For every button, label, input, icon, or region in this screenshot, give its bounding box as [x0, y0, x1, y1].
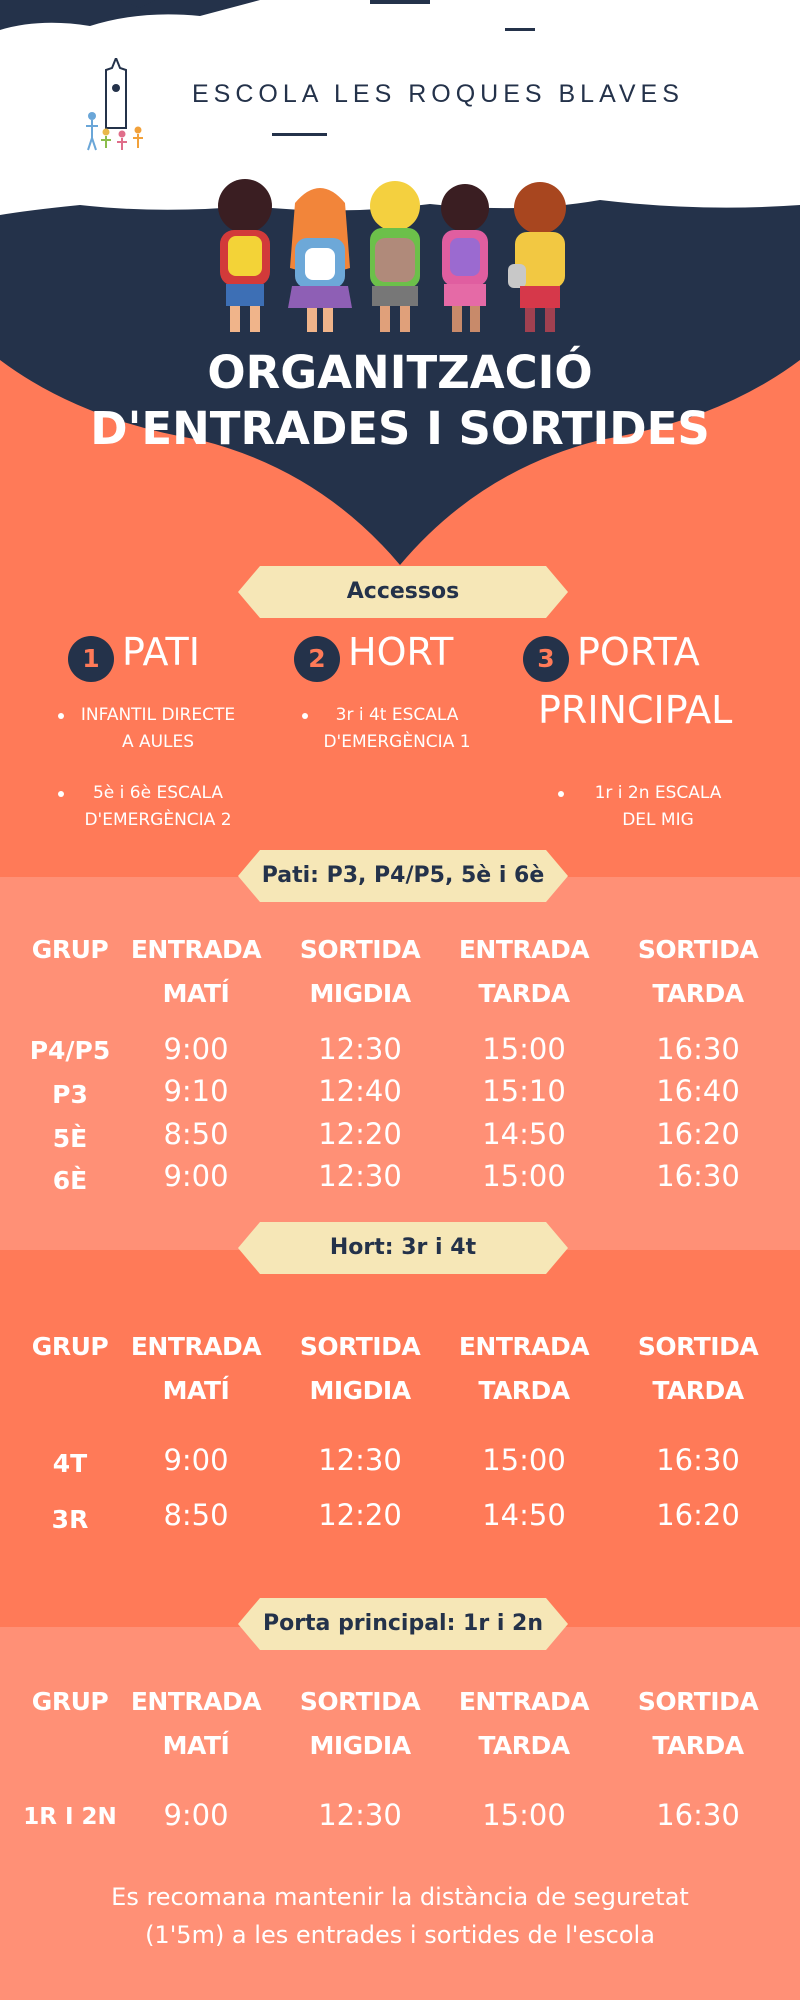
note-line: D'EMERGÈNCIA 1: [323, 732, 471, 752]
school-name: ESCOLA LES ROQUES BLAVES: [192, 80, 684, 108]
time-cell: 12:30: [318, 1032, 402, 1066]
header-line: TARDA: [652, 1376, 744, 1405]
header-sortida-tarda: [628, 1680, 768, 1768]
group-cell: 6È: [52, 1166, 88, 1195]
header-line: ENTRADA: [130, 1332, 262, 1361]
header-line: TARDA: [478, 1376, 570, 1405]
header-sortida-tarda: [628, 928, 768, 1016]
header-line: TARDA: [478, 1731, 570, 1760]
access-heading-label: Accessos: [346, 579, 460, 604]
pati-heading-label: Pati: P3, P4/P5, 5è i 6è: [261, 863, 545, 888]
time-cell: 9:00: [163, 1159, 229, 1193]
page-title: [0, 345, 800, 457]
time-cell: 15:00: [482, 1443, 566, 1477]
header-line: MATÍ: [162, 1731, 230, 1760]
bullet-icon: [58, 713, 64, 719]
header-line: MIGDIA: [309, 1731, 411, 1760]
header-line: ENTRADA: [458, 935, 590, 964]
header-grup: GRUP: [31, 935, 109, 964]
school-logo-icon: [82, 58, 162, 158]
access-number-3: 3: [523, 636, 569, 682]
time-cell: 15:00: [482, 1798, 566, 1832]
children-illustration-icon: [210, 178, 590, 338]
time-cell: 16:40: [656, 1074, 740, 1108]
time-cell: 16:20: [656, 1498, 740, 1532]
footer-note: [0, 1878, 800, 1954]
header-entrada-tarda: [454, 1325, 594, 1413]
header-grup: GRUP: [31, 1687, 109, 1716]
bullet-icon: [558, 791, 564, 797]
header-sortida-tarda: [628, 1325, 768, 1413]
title-line-1: ORGANITZACIÓ: [207, 346, 593, 399]
note-line: D'EMERGÈNCIA 2: [84, 810, 232, 830]
time-cell: 9:00: [163, 1443, 229, 1477]
time-cell: 16:30: [656, 1443, 740, 1477]
note-line: DEL MIG: [622, 810, 694, 830]
porta-heading-label: Porta principal: 1r i 2n: [262, 1611, 544, 1636]
hort-heading-label: Hort: 3r i 4t: [329, 1235, 477, 1260]
time-cell: 14:50: [482, 1498, 566, 1532]
group-cell: P4/P5: [29, 1036, 111, 1065]
access-name-porta-line1: PORTA: [577, 630, 700, 674]
header-line: SORTIDA: [637, 1687, 759, 1716]
note-line: INFANTIL DIRECTE: [80, 705, 236, 725]
header-line: MATÍ: [162, 1376, 230, 1405]
bullet-icon: [58, 791, 64, 797]
header-sortida-migdia: [290, 1325, 430, 1413]
group-cell: 4T: [52, 1449, 88, 1478]
access-heading: [238, 566, 568, 618]
time-cell: 8:50: [163, 1498, 229, 1532]
access-name-hort: HORT: [348, 630, 454, 674]
note-porta-escala: [558, 780, 758, 834]
note-pati-escala: [58, 780, 258, 834]
time-cell: 15:10: [482, 1074, 566, 1108]
header: [0, 0, 800, 600]
header-line: TARDA: [478, 979, 570, 1008]
time-cell: 14:50: [482, 1117, 566, 1151]
time-cell: 9:00: [163, 1032, 229, 1066]
header-line: SORTIDA: [299, 935, 421, 964]
note-line: 1r i 2n ESCALA: [594, 783, 722, 803]
note-hort-escala: [302, 702, 492, 756]
time-cell: 16:20: [656, 1117, 740, 1151]
header-line: SORTIDA: [637, 935, 759, 964]
time-cell: 15:00: [482, 1159, 566, 1193]
header-sortida-migdia: [290, 928, 430, 1016]
header-entrada-mati: [126, 1325, 266, 1413]
header-line: ENTRADA: [458, 1687, 590, 1716]
header-line: ENTRADA: [458, 1332, 590, 1361]
note-line: 5è i 6è ESCALA: [92, 783, 223, 803]
note-pati-infantil: [58, 702, 258, 756]
bullet-icon: [302, 713, 308, 719]
time-cell: 16:30: [656, 1798, 740, 1832]
group-cell: P3: [52, 1080, 88, 1109]
header-line: TARDA: [652, 979, 744, 1008]
time-cell: 12:30: [318, 1443, 402, 1477]
time-cell: 12:30: [318, 1159, 402, 1193]
header-line: MIGDIA: [309, 979, 411, 1008]
header-line: SORTIDA: [299, 1687, 421, 1716]
header-entrada-tarda: [454, 1680, 594, 1768]
footer-line-1: Es recomana mantenir la distància de seguretat: [111, 1883, 689, 1911]
access-number-1: 1: [68, 636, 114, 682]
time-cell: 9:00: [163, 1798, 229, 1832]
group-cell: 1R I 2N: [23, 1804, 117, 1830]
header-entrada-mati: [126, 928, 266, 1016]
header-entrada-tarda: [454, 928, 594, 1016]
access-name-porta-line2: PRINCIPAL: [538, 688, 733, 732]
header-line: ENTRADA: [130, 935, 262, 964]
time-cell: 16:30: [656, 1032, 740, 1066]
hort-section: [0, 1250, 800, 1627]
pati-heading: [238, 850, 568, 902]
header-line: TARDA: [652, 1731, 744, 1760]
header-line: SORTIDA: [299, 1332, 421, 1361]
access-number-2: 2: [294, 636, 340, 682]
note-line: A AULES: [121, 732, 195, 752]
note-line: 3r i 4t ESCALA: [335, 705, 459, 725]
time-cell: 15:00: [482, 1032, 566, 1066]
header-line: ENTRADA: [130, 1687, 262, 1716]
header-line: MATÍ: [162, 979, 230, 1008]
hort-heading: [238, 1222, 568, 1274]
header-line: MIGDIA: [309, 1376, 411, 1405]
header-sortida-migdia: [290, 1680, 430, 1768]
time-cell: 12:20: [318, 1498, 402, 1532]
group-cell: 3R: [51, 1505, 89, 1534]
time-cell: 9:10: [163, 1074, 229, 1108]
time-cell: 12:20: [318, 1117, 402, 1151]
title-line-2: D'ENTRADES I SORTIDES: [90, 402, 710, 455]
porta-heading: [238, 1598, 568, 1650]
footer-line-2: (1'5m) a les entrades i sortides de l'escola: [145, 1921, 655, 1949]
time-cell: 12:30: [318, 1798, 402, 1832]
group-cell: 5È: [52, 1124, 88, 1153]
access-name-pati: PATI: [122, 630, 200, 674]
header-grup: GRUP: [31, 1332, 109, 1361]
header-line: SORTIDA: [637, 1332, 759, 1361]
time-cell: 12:40: [318, 1074, 402, 1108]
time-cell: 16:30: [656, 1159, 740, 1193]
time-cell: 8:50: [163, 1117, 229, 1151]
header-entrada-mati: [126, 1680, 266, 1768]
